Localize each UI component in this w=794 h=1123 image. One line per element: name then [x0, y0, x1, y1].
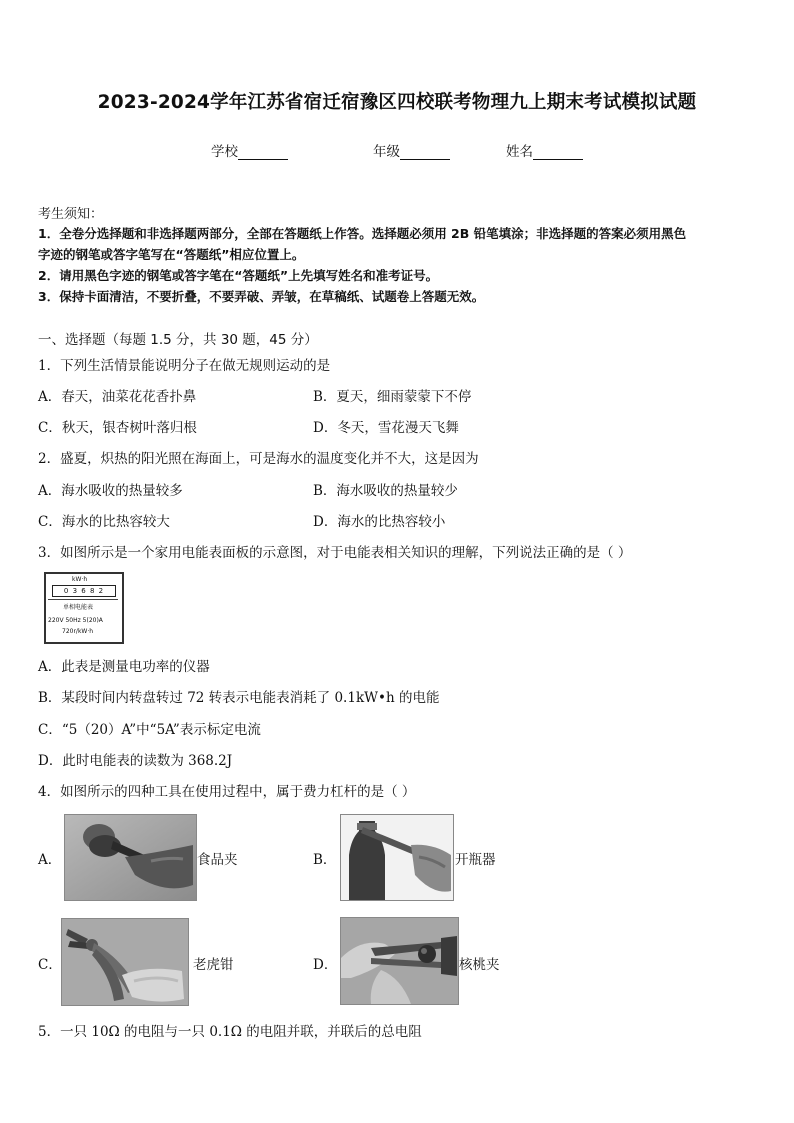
q3-stem: 3．如图所示是一个家用电能表面板的示意图，对于电能表相关知识的理解，下列说法正确的是（ ） [38, 545, 632, 561]
meter-spec: 220V 50Hz 5(20)A [48, 617, 103, 624]
q4-option-a-letter[interactable]: A． [38, 852, 62, 868]
q3-option-d[interactable]: D．此时电能表的读数为 368.2J [38, 753, 233, 769]
q4-option-c-label[interactable]: 老虎钳 [193, 957, 234, 973]
q4-option-b-letter[interactable]: B． [313, 852, 337, 868]
q1-option-b[interactable]: B．夏天，细雨蒙蒙下不停 [313, 389, 472, 405]
school-blank[interactable] [238, 145, 288, 160]
name-field[interactable] [506, 140, 583, 160]
meter-divider [48, 599, 118, 600]
q4-option-c-letter[interactable]: C． [38, 957, 62, 973]
q2-option-b[interactable]: B．海水吸收的热量较少 [313, 483, 458, 499]
notice-line-1b: 字迹的钢笔或答字笔写在“答题纸”相应位置上。 [38, 247, 305, 262]
q2-stem: 2．盛夏，炽热的阳光照在海面上，可是海水的温度变化并不大，这是因为 [38, 451, 479, 467]
grade-field[interactable] [373, 140, 450, 160]
q4-option-d-letter[interactable]: D． [313, 957, 338, 973]
q4-stem: 4．如图所示的四种工具在使用过程中，属于费力杠杆的是（ ） [38, 784, 416, 800]
q3-option-c[interactable]: C．“5（20）A”中“5A”表示标定电流 [38, 722, 261, 738]
school-label: 学校 [211, 144, 238, 160]
name-blank[interactable] [533, 145, 583, 160]
grade-label: 年级 [373, 144, 400, 160]
meter-name: 单相电能表 [63, 604, 94, 611]
name-label: 姓名 [506, 144, 533, 160]
q4-option-d-label[interactable]: 核桃夹 [459, 957, 500, 973]
school-field[interactable] [211, 140, 288, 160]
notice-line-1a: 1．全卷分选择题和非选择题两部分，全部在答题纸上作答。选择题必须用 2B 铅笔填涂；非选择题的答案必须用黑色 [38, 226, 687, 241]
q1-option-a[interactable]: A．春天，油菜花花香扑鼻 [38, 389, 197, 405]
pliers-image [61, 918, 189, 1006]
q2-option-d[interactable]: D．海水的比热容较小 [313, 514, 446, 530]
section-heading: 一、选择题（每题 1.5 分，共 30 题，45 分） [38, 332, 318, 348]
q2-option-a[interactable]: A．海水吸收的热量较多 [38, 483, 183, 499]
notice-line-3: 3．保持卡面清洁，不要折叠，不要弄破、弄皱，在草稿纸、试题卷上答题无效。 [38, 289, 485, 304]
grade-blank[interactable] [400, 145, 450, 160]
notice-line-2: 2．请用黑色字迹的钢笔或答字笔在“答题纸”上先填写姓名和准考证号。 [38, 268, 439, 283]
q1-option-c[interactable]: C．秋天，银杏树叶落归根 [38, 420, 197, 436]
q3-option-a[interactable]: A．此表是测量电功率的仪器 [38, 659, 210, 675]
food-tongs-image [64, 814, 197, 901]
electric-meter-figure [44, 572, 124, 644]
q1-stem: 1．下列生活情景能说明分子在做无规则运动的是 [38, 358, 331, 374]
food-tongs-illustration [65, 815, 196, 900]
q5-stem: 5．一只 10Ω 的电阻与一只 0.1Ω 的电阻并联，并联后的总电阻 [38, 1024, 422, 1040]
notice-heading: 考生须知： [38, 207, 104, 222]
pliers-illustration [62, 919, 188, 1005]
nutcracker-illustration [341, 918, 458, 1004]
meter-digits: 0 3 6 8 2 [52, 585, 116, 597]
page-title: 2023-2024学年江苏省宿迁宿豫区四校联考物理九上期末考试模拟试题 [97, 92, 697, 113]
q4-option-a-label[interactable]: 食品夹 [197, 852, 238, 868]
q1-option-d[interactable]: D．冬天，雪花漫天飞舞 [313, 420, 459, 436]
q4-option-b-label[interactable]: 开瓶器 [455, 852, 496, 868]
bottle-opener-image [340, 814, 454, 901]
meter-unit: kW·h [72, 576, 88, 583]
bottle-opener-illustration [341, 815, 453, 900]
nutcracker-image [340, 917, 459, 1005]
meter-rate: 720r/kW·h [62, 628, 94, 635]
q3-option-b[interactable]: B．某段时间内转盘转过 72 转表示电能表消耗了 0.1kW•h 的电能 [38, 690, 440, 706]
q2-option-c[interactable]: C．海水的比热容较大 [38, 514, 170, 530]
